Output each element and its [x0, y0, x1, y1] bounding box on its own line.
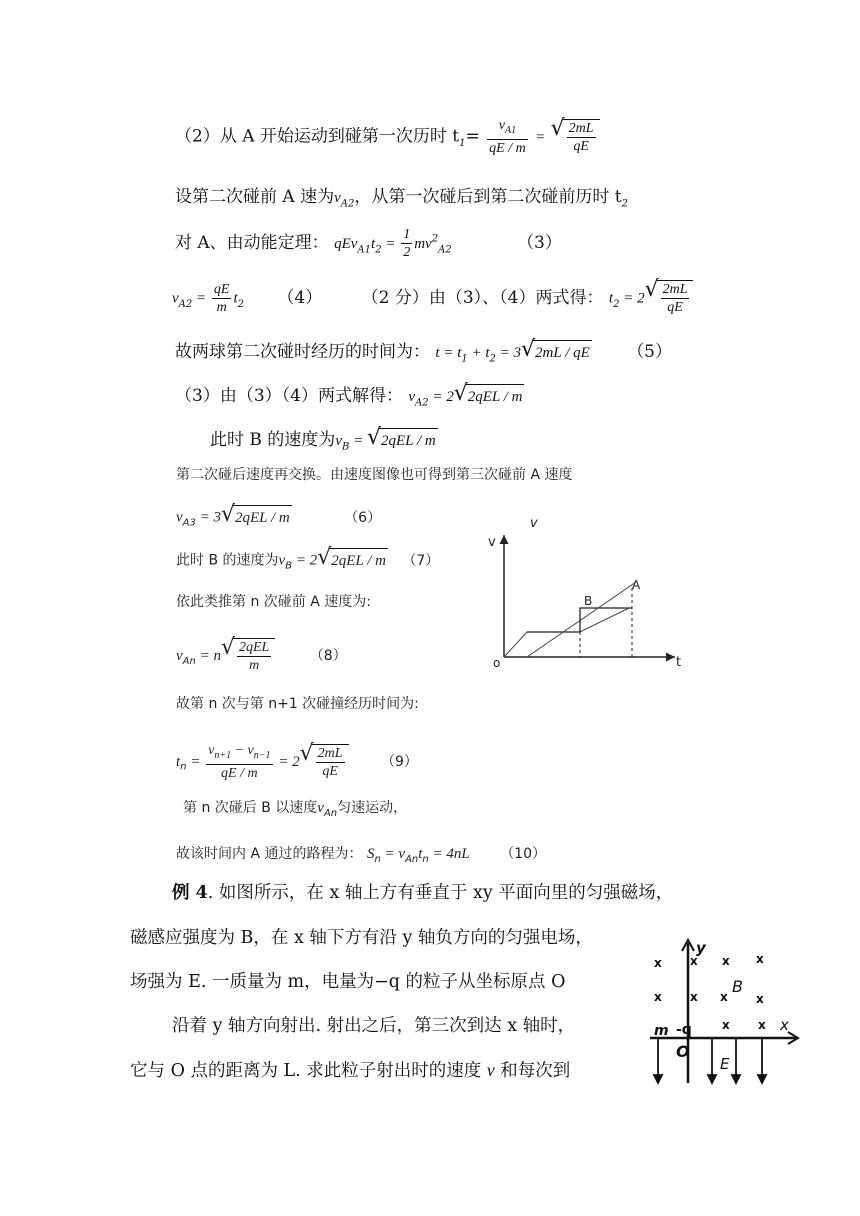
- sub: n+1: [214, 749, 232, 761]
- text: = 2: [274, 753, 300, 770]
- text: = 2: [428, 389, 454, 405]
- text: =: [381, 236, 400, 252]
- text: 设第二次碰前 A 速为: [175, 187, 335, 207]
- radical: [367, 428, 438, 453]
- x-label: x: [780, 1016, 789, 1034]
- var: t: [176, 753, 181, 770]
- radicand: 2qEL / m: [466, 384, 525, 409]
- solution-line-4: [175, 226, 562, 262]
- var: v: [408, 389, 416, 405]
- text: 故该时间内 A 通过的路程为：: [176, 846, 363, 862]
- num: qE: [213, 281, 230, 297]
- o-label: O: [676, 1042, 690, 1061]
- radical: [221, 638, 275, 674]
- sup: 2: [431, 233, 439, 245]
- magnetic-crosses: [654, 952, 766, 1032]
- text: 此时 B 的速度为: [176, 552, 279, 569]
- num: 1: [403, 227, 411, 242]
- text: =: [192, 290, 210, 307]
- a-velocity-line: [527, 582, 636, 657]
- text: 场强为 E. 一质量为 m，电量为−q 的粒子从坐标原点 O: [130, 972, 566, 992]
- var: t: [233, 290, 238, 307]
- text: 此时 B 的速度为: [210, 430, 336, 450]
- sub: An: [323, 807, 338, 819]
- text: = n: [195, 648, 221, 664]
- radical: [521, 340, 592, 365]
- sub: An: [405, 853, 419, 865]
- radical: [551, 119, 600, 155]
- field-figure: [648, 935, 808, 1095]
- origin-label: o: [493, 656, 501, 670]
- sub: n: [422, 853, 429, 865]
- solution-line-2: [175, 117, 600, 157]
- radical: [300, 744, 349, 780]
- text: = 3: [495, 345, 522, 361]
- fraction: [206, 742, 272, 782]
- equation-tag: （4）: [277, 287, 323, 308]
- radical: [317, 548, 388, 573]
- text: = v: [380, 846, 406, 862]
- equation-tag: （8）: [309, 648, 347, 664]
- cross-mark: x: [756, 992, 764, 1006]
- num: √ 2mL: [662, 282, 688, 297]
- point-a-label: A: [632, 578, 641, 592]
- equation-tag: （9）: [381, 753, 418, 770]
- equation-tag: （6）: [344, 509, 382, 526]
- den: qE: [667, 300, 683, 315]
- num: v: [208, 743, 215, 758]
- sub: An: [182, 655, 196, 667]
- text: 故第 n 次与第 n+1 次碰撞经历时间为:: [176, 696, 419, 712]
- q-label: -q: [676, 1022, 692, 1038]
- var: v: [335, 433, 342, 449]
- var: v: [172, 290, 179, 307]
- note-line-1: [176, 463, 572, 487]
- note-line-2: [176, 505, 381, 535]
- text: 故两球第二次碰时经历的时间为：: [175, 342, 430, 362]
- note-line-3: [176, 548, 439, 578]
- sub: A2: [340, 198, 355, 210]
- sub: 2: [237, 298, 244, 310]
- sub: 2: [613, 298, 620, 310]
- sub: A2: [178, 298, 193, 310]
- sub: B: [341, 441, 350, 453]
- equation-tag: （3）: [517, 233, 562, 253]
- equation-tag: （10）: [500, 846, 547, 862]
- radicand: 2qEL / m: [379, 428, 438, 453]
- cross-mark: x: [722, 954, 730, 968]
- cross-mark: x: [654, 956, 662, 970]
- note-line-6: [176, 692, 419, 716]
- den: qE: [573, 138, 589, 154]
- var: v: [278, 552, 286, 569]
- cross-mark: x: [722, 1018, 730, 1032]
- text: = 2: [292, 552, 318, 569]
- text: 磁感应强度为 B，在 x 轴下方有沿 y 轴负方向的匀强电场，: [130, 928, 593, 948]
- den: m: [216, 299, 227, 315]
- var: t: [418, 846, 423, 862]
- text: =: [349, 433, 367, 449]
- radicand: 2qEL / m: [233, 505, 292, 530]
- text: 第 n 次碰后 B 以速度: [183, 800, 318, 816]
- sub: B: [285, 560, 293, 572]
- note-line-7: [176, 742, 418, 782]
- var: v: [334, 190, 341, 206]
- den: m: [249, 658, 260, 673]
- point-b-label: B: [584, 594, 593, 608]
- var: v: [486, 1060, 495, 1080]
- example-4-line-2: [130, 926, 593, 950]
- b-label: B: [732, 977, 743, 996]
- text: + t: [467, 345, 490, 361]
- den: qE: [322, 763, 338, 779]
- den: 2: [403, 245, 411, 260]
- num: v: [498, 118, 505, 133]
- var: t: [371, 236, 376, 252]
- num: − v: [231, 743, 254, 758]
- note-line-8: [183, 796, 407, 826]
- fraction: [401, 226, 412, 261]
- sub: n: [374, 853, 381, 865]
- x-axis-label: t: [676, 655, 682, 670]
- sub: A2: [415, 397, 429, 409]
- fraction: [487, 117, 528, 157]
- text: =: [465, 126, 480, 147]
- den: qE / m: [489, 140, 526, 156]
- radical: [645, 280, 694, 316]
- var: S: [366, 846, 375, 862]
- electric-field-lines: [654, 1039, 766, 1083]
- sub: A2: [438, 244, 452, 256]
- sub: A3: [182, 517, 196, 529]
- note-line-4: [176, 590, 371, 614]
- text: =: [535, 129, 546, 146]
- num: √ 2mL: [317, 745, 343, 761]
- text: 第二次碰后速度再交换。由速度图像也可得到第三次碰前 A 速度: [176, 467, 573, 483]
- text: 依此类推第 n 次碰前 A 速度为:: [176, 594, 371, 610]
- radical: [454, 384, 525, 409]
- text: 和每次到: [494, 1061, 571, 1081]
- equation-tag: （5）: [627, 342, 673, 362]
- sub: 2: [375, 244, 382, 256]
- text: 匀速运动，: [337, 800, 408, 816]
- text: = 2: [619, 290, 645, 307]
- text: （2 分）由（3）、（4）两式得：: [361, 287, 604, 308]
- note-line-5: [176, 638, 347, 674]
- var: v: [317, 800, 324, 816]
- sub: A1: [505, 124, 517, 136]
- text: . 如图所示，在 x 轴上方有垂直于 xy 平面向里的匀强磁场，: [207, 883, 674, 903]
- num: √ 2mL: [568, 120, 594, 136]
- text: （3）由（3）（4）两式解得：: [175, 386, 403, 406]
- solution-line-8: [210, 428, 438, 459]
- m-label: m: [654, 1023, 669, 1039]
- fraction: [212, 281, 232, 316]
- text: 沿着 y 轴方向射出. 射出之后，第三次到达 x 轴时，: [172, 1016, 576, 1036]
- cross-mark: x: [758, 1018, 766, 1032]
- cross-mark: x: [756, 952, 764, 966]
- example-4-line-3: [130, 970, 565, 994]
- cross-mark: x: [690, 954, 698, 968]
- var: t = t: [435, 345, 462, 361]
- var: v: [176, 509, 183, 526]
- equation-tag: （7）: [402, 552, 440, 569]
- cross-mark: x: [654, 990, 662, 1004]
- y-axis-label: v: [488, 535, 496, 550]
- note-line-9: [176, 842, 546, 872]
- e-label: E: [720, 1055, 730, 1073]
- sub: n−1: [253, 749, 271, 761]
- solution-line-6: [175, 340, 672, 371]
- example-4-line-4: [172, 1014, 575, 1038]
- solution-line-7: [175, 384, 524, 415]
- sub: 2: [621, 198, 628, 210]
- solution-line-3: [175, 185, 628, 216]
- text: =: [186, 753, 205, 770]
- radicand: 2qEL / m: [329, 548, 388, 573]
- text: = 3: [195, 509, 221, 526]
- text: 它与 O 点的距离为 L. 求此粒子射出时的速度: [130, 1061, 487, 1081]
- var: qEv: [334, 236, 358, 252]
- sub: A1: [357, 244, 372, 256]
- cross-mark: x: [690, 990, 698, 1004]
- solution-line-5: [172, 280, 693, 317]
- sub: n: [180, 761, 187, 773]
- cross-mark: x: [720, 990, 728, 1004]
- graph-top-label: v: [530, 516, 538, 531]
- text: （2）从 A 开始运动到碰第一次历时 t: [175, 126, 460, 147]
- sub: 1: [459, 137, 466, 149]
- velocity-time-graph: [480, 510, 690, 680]
- example-4-line-5: [130, 1058, 570, 1083]
- var: v: [176, 648, 183, 664]
- sub: 1: [461, 353, 468, 365]
- y-label: y: [696, 939, 706, 957]
- text: = 4nL: [428, 846, 470, 862]
- example-4-line-1: [172, 881, 673, 905]
- text: ，从第一次碰后到第二次碰前历时 t: [354, 187, 622, 207]
- radical: [221, 505, 292, 530]
- sub: 2: [489, 353, 496, 365]
- var: t: [608, 290, 614, 307]
- example-label: 例 4: [172, 883, 208, 903]
- var: mv: [414, 236, 432, 252]
- radicand: 2mL / qE: [533, 340, 592, 365]
- text: 对 A、由动能定理：: [175, 233, 329, 253]
- num: √ 2qEL: [238, 640, 270, 655]
- den: qE / m: [221, 765, 258, 781]
